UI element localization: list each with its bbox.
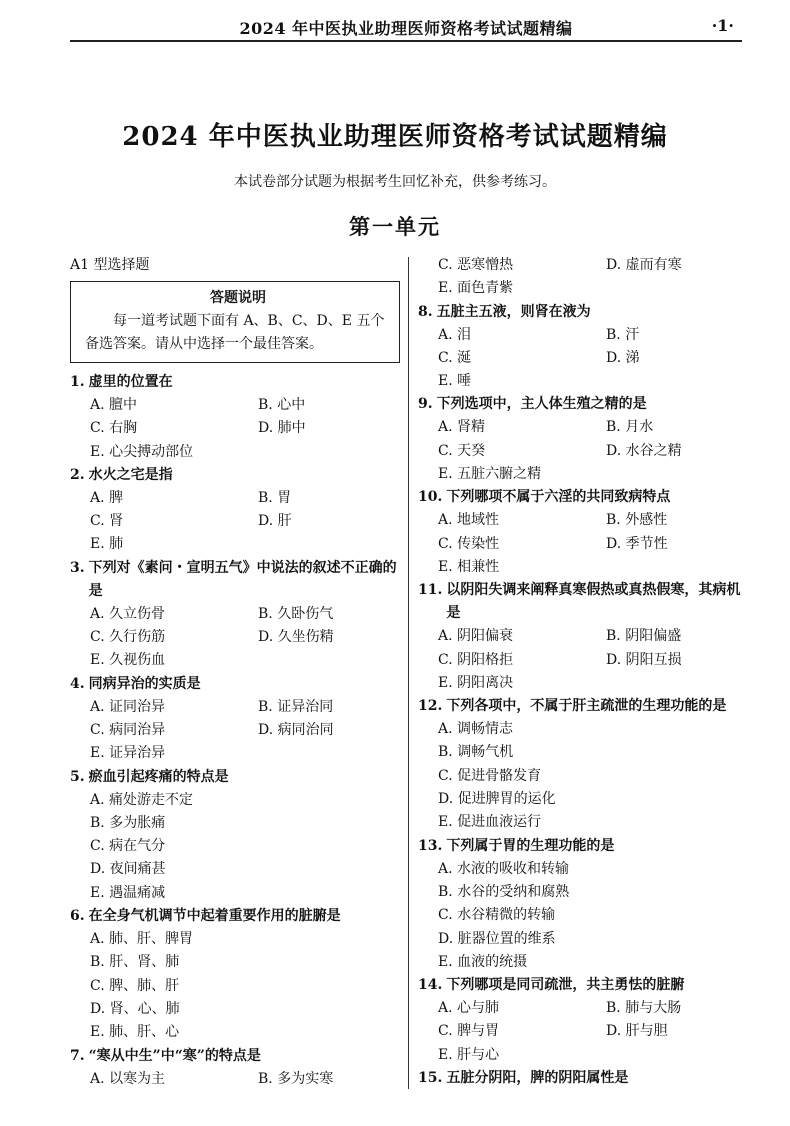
- question-stem: [418, 301, 748, 324]
- question-number: 3.: [70, 559, 85, 576]
- question-6: [70, 905, 400, 1044]
- option-d: D. 肝: [258, 513, 292, 530]
- option-a: A. 膻中: [90, 397, 138, 413]
- question-text: 五脏主五液，则肾在液为: [436, 303, 591, 320]
- option-b: B. 证异治同: [258, 698, 334, 715]
- question-10: [418, 486, 748, 579]
- option-d: D. 肾、心、肺: [90, 1000, 180, 1017]
- option-d: D. 水谷之精: [606, 442, 682, 459]
- section-label: A1 型选择题: [70, 257, 150, 273]
- option-e: E. 血液的统摄: [438, 953, 528, 970]
- option-d: D. 促进脾胃的运化: [438, 791, 556, 808]
- options: [418, 625, 748, 695]
- options: [70, 928, 400, 1044]
- option-e: E. 阴阳离决: [438, 674, 514, 691]
- question-number: 6.: [70, 908, 85, 925]
- option-d: D. 久坐伤精: [258, 629, 334, 646]
- question-number: 15.: [418, 1070, 443, 1087]
- question-text: 同病异治的实质是: [88, 675, 201, 692]
- option-b: B. 肺与大肠: [606, 1000, 682, 1017]
- question-stem: [70, 673, 400, 696]
- option-e: E. 唾: [438, 373, 472, 390]
- question-text: 以阴阳失调来阐释真寒假热或真热假寒，其病机是: [446, 582, 741, 622]
- question-stem: [418, 695, 748, 718]
- question-number: 1.: [70, 374, 85, 390]
- options: [70, 1068, 400, 1091]
- option-d: D. 涕: [606, 349, 640, 366]
- question-number: 10.: [418, 489, 443, 506]
- question-text: “寒从中生”中“寒”的特点是: [88, 1047, 261, 1064]
- option-e: E. 五脏六腑之精: [438, 466, 542, 483]
- running-header: [70, 14, 742, 42]
- option-a: A. 肺、肝、脾胃: [90, 931, 194, 948]
- option-a: A. 痛处游走不定: [90, 791, 194, 808]
- options: [70, 603, 400, 673]
- options: [418, 416, 748, 486]
- option-b: B. 心中: [258, 397, 306, 413]
- question-stem: [418, 974, 748, 997]
- options: [418, 509, 748, 579]
- instructions-body: 每一道考试题下面有 A、B、C、D、E 五个备选答案。请从中选择一个最佳答案。: [85, 313, 385, 352]
- option-c: C. 传染性: [438, 535, 500, 552]
- option-a: A. 脾: [90, 489, 124, 506]
- options: [418, 254, 748, 301]
- option-b: B. 水谷的受纳和腐熟: [438, 883, 570, 900]
- option-a: A. 阴阳偏衰: [438, 628, 514, 645]
- question-stem: [70, 766, 400, 789]
- question-stem: [418, 835, 748, 858]
- option-e: E. 肺、肝、心: [90, 1024, 180, 1041]
- option-e: E. 心尖搏动部位: [90, 443, 194, 460]
- options: [418, 324, 748, 394]
- option-a: A. 泪: [438, 326, 472, 343]
- question-number: 12.: [418, 698, 443, 715]
- instructions-box: [70, 281, 400, 363]
- options: [70, 394, 400, 464]
- option-a: A. 调畅情志: [438, 721, 514, 738]
- option-d: D. 阴阳互损: [606, 651, 682, 668]
- option-c: C. 阴阳格拒: [438, 651, 514, 668]
- option-c: C. 涎: [438, 349, 472, 366]
- question-text: 下列选项中，主人体生殖之精的是: [436, 396, 647, 413]
- question-number: 5.: [70, 768, 85, 785]
- question-stem: [418, 486, 748, 509]
- running-title: 2024 年中医执业助理医师资格考试试题精编: [239, 19, 573, 38]
- question-text: 下列哪项是同司疏泄，共主勇怯的脏腑: [446, 977, 685, 994]
- option-e: E. 面色青紫: [438, 280, 514, 297]
- question-text: 水火之宅是指: [88, 466, 173, 483]
- option-c: C. 促进骨骼发育: [438, 767, 542, 784]
- option-d: D. 季节性: [606, 535, 668, 552]
- option-a: A. 地域性: [438, 512, 500, 529]
- question-number: 4.: [70, 675, 85, 692]
- question-text: 下列对《素问・宣明五气》中说法的叙述不正确的是: [88, 559, 397, 599]
- question-stem: [418, 393, 748, 416]
- option-e: E. 肝与心: [438, 1046, 500, 1063]
- option-b: B. 胃: [258, 489, 292, 506]
- question-stem: [70, 464, 400, 487]
- option-c: C. 脾、肺、肝: [90, 977, 180, 994]
- instructions-title: 答题说明: [210, 290, 266, 306]
- option-b: B. 汗: [606, 326, 640, 343]
- question-number: 7.: [70, 1047, 85, 1064]
- question-text: 瘀血引起疼痛的特点是: [88, 768, 229, 785]
- question-number: 13.: [418, 837, 443, 854]
- question-15: [418, 1067, 748, 1090]
- option-d: D. 肝与胆: [606, 1023, 668, 1040]
- intro-note: 本试卷部分试题为根据考生回忆补充，供参考练习。: [234, 174, 556, 190]
- option-e: E. 促进血液运行: [438, 814, 542, 831]
- question-text: 下列哪项不属于六淫的共同致病特点: [446, 489, 671, 506]
- options: [418, 997, 748, 1067]
- question-number: 2.: [70, 466, 85, 483]
- option-b: B. 月水: [606, 419, 654, 436]
- option-b: B. 久卧伤气: [258, 605, 334, 622]
- options: [70, 487, 400, 557]
- option-a: A. 水液的吸收和转输: [438, 860, 570, 877]
- options: [418, 858, 748, 974]
- unit-title: 第一单元: [349, 214, 441, 239]
- option-d: D. 脏器位置的维系: [438, 930, 556, 947]
- option-b: B. 多为实寒: [258, 1070, 334, 1087]
- question-number: 14.: [418, 977, 443, 994]
- question-text: 五脏分阴阳，脾的阴阳属性是: [446, 1070, 629, 1087]
- option-d: D. 夜间痛甚: [90, 861, 166, 878]
- option-e: E. 久视伤血: [90, 652, 166, 669]
- option-e: E. 相兼性: [438, 558, 500, 575]
- question-9: [418, 393, 748, 486]
- question-8: [418, 301, 748, 394]
- question-1: [70, 371, 400, 464]
- question-12: [418, 695, 748, 834]
- question-number: 9.: [418, 396, 433, 413]
- page-title: 2024 年中医执业助理医师资格考试试题精编: [122, 122, 668, 152]
- question-text: 下列各项中，不属于肝主疏泄的生理功能的是: [446, 698, 727, 715]
- question-number: 11.: [418, 582, 443, 599]
- option-b: B. 多为胀痛: [90, 814, 166, 831]
- question-stem: [70, 1045, 400, 1068]
- question-14: [418, 974, 748, 1067]
- options: [418, 718, 748, 834]
- page-number: ·1·: [711, 16, 734, 35]
- option-c: C. 脾与胃: [438, 1023, 500, 1040]
- option-d: D. 虚而有寒: [606, 257, 682, 273]
- option-d: D. 病同治同: [258, 721, 334, 738]
- option-e: E. 证异治异: [90, 745, 166, 762]
- options: [70, 696, 400, 766]
- option-c: C. 肾: [90, 513, 124, 530]
- option-b: B. 肝、肾、肺: [90, 954, 180, 971]
- question-5: [70, 766, 400, 905]
- option-c: C. 天癸: [438, 442, 486, 459]
- option-a: A. 证同治异: [90, 698, 166, 715]
- options: [70, 789, 400, 905]
- option-e: E. 肺: [90, 536, 124, 553]
- option-c: C. 病在气分: [90, 838, 166, 855]
- left-column: [70, 254, 400, 1091]
- option-a: A. 久立伤骨: [90, 605, 166, 622]
- question-7: [70, 1045, 400, 1091]
- question-stem: [418, 1067, 748, 1090]
- column-divider: [408, 257, 409, 1089]
- option-e: E. 遇温痛减: [90, 884, 166, 901]
- option-b: B. 调畅气机: [438, 744, 514, 761]
- question-3: [70, 557, 400, 673]
- question-13: [418, 835, 748, 974]
- option-b: B. 外感性: [606, 512, 668, 529]
- option-c: C. 水谷精微的转输: [438, 907, 556, 924]
- option-d: D. 肺中: [258, 420, 306, 437]
- question-number: 8.: [418, 303, 433, 320]
- question-4: [70, 673, 400, 766]
- option-c: C. 右胸: [90, 420, 138, 437]
- option-a: A. 心与肺: [438, 1000, 500, 1017]
- question-11: [418, 579, 748, 695]
- option-a: A. 肾精: [438, 419, 486, 436]
- question-text: 在全身气机调节中起着重要作用的脏腑是: [88, 908, 341, 925]
- right-column: [418, 254, 748, 1090]
- option-c: C. 病同治异: [90, 721, 166, 738]
- option-a: A. 以寒为主: [90, 1070, 166, 1087]
- question-stem: [418, 579, 748, 625]
- question-text: 虚里的位置在: [88, 374, 173, 390]
- question-text: 下列属于胃的生理功能的是: [446, 837, 615, 854]
- question-7-continued: [418, 254, 748, 301]
- question-stem: [70, 371, 400, 394]
- option-c: C. 久行伤筋: [90, 629, 166, 646]
- question-2: [70, 464, 400, 557]
- option-c: C. 恶寒憎热: [438, 257, 514, 273]
- question-stem: [70, 905, 400, 928]
- option-b: B. 阴阳偏盛: [606, 628, 682, 645]
- question-stem: [70, 557, 400, 603]
